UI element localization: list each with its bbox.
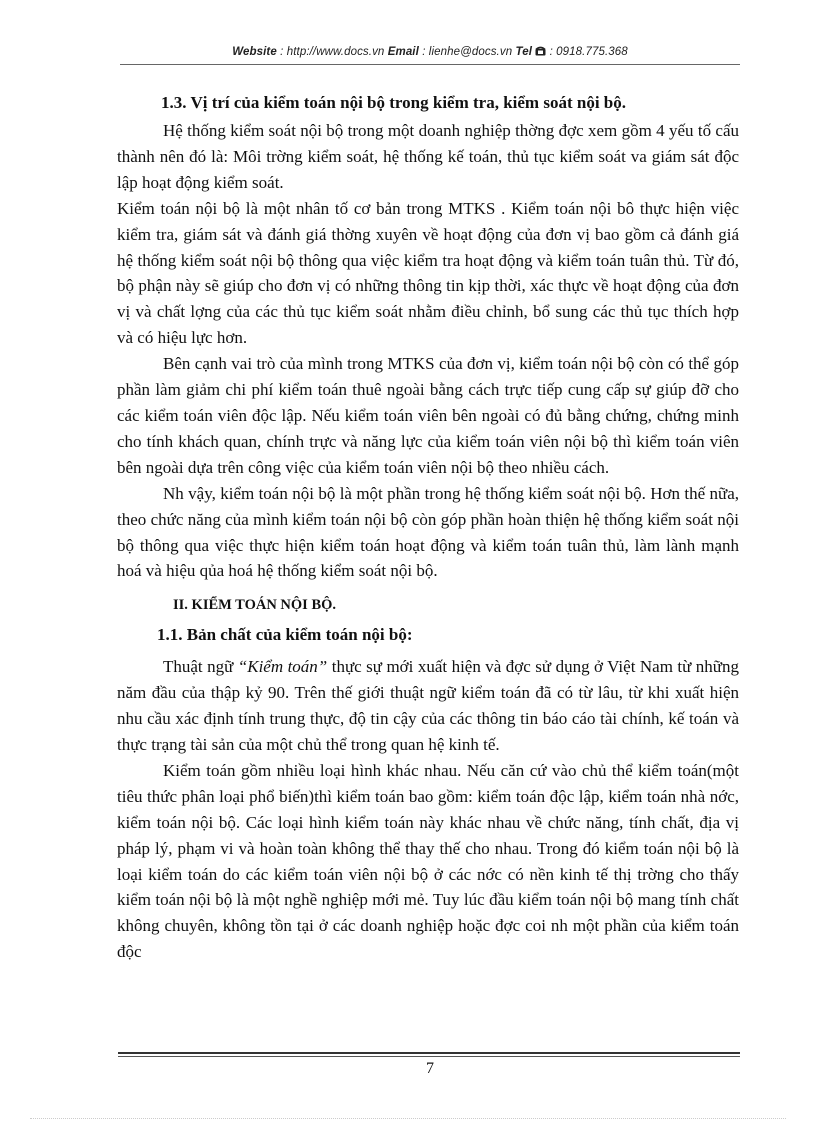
quoted-term: “Kiểm toán” — [237, 657, 328, 677]
paragraph-4: Nh vậy, kiểm toán nội bộ là một phần trong hệ thống kiểm soát nội bộ. Hơn thế nữa, theo chức năng của mình kiểm toán nội bộ còn góp phần hoàn thiện hệ thống kiểm soát nội bộ thông qua việc thực hiện kiểm toán hoạt động và kiểm toán tuân thủ, làm lành mạnh hoá và hiệu qủa hoá hệ thống kiểm soát nội bộ. — [117, 483, 739, 581]
phone-icon — [535, 46, 546, 59]
tel-label: Tel — [515, 46, 532, 58]
website-value[interactable]: : http://www.docs.vn — [276, 46, 388, 58]
footer-divider-thick — [118, 1052, 740, 1054]
section-ii-heading: II. KIỂM TOÁN NỘI BỘ. — [173, 597, 337, 614]
paragraph-5 — [117, 654, 739, 758]
email-value[interactable]: : lienhe@docs.vn — [418, 46, 516, 58]
section-1-3-heading: 1.3. Vị trí của kiểm toán nội bộ trong kiểm tra, kiểm soát nội bộ. — [161, 93, 626, 112]
page-number: 7 — [426, 1060, 434, 1077]
paragraph-1: Hệ thống kiểm soát nội bộ trong một doanh nghiệp thờng đợc xem gồm 4 yếu tố cấu thành nên đó là: Môi trờng kiểm soát, hệ thống kế toán, thủ tục kiểm soát va giám sát độc lập hoạt động kiểm soát. — [117, 121, 739, 192]
tel-value: : 0918.775.368 — [546, 46, 628, 58]
page-bottom-border — [30, 1118, 786, 1119]
paragraph-5-rest: thực sự mới xuất hiện và đợc sử dụng ở Việt Nam từ những năm đầu của thập kỷ 90. Trên thế giới thuật ngữ kiểm toán đã có từ lâu, từ khi xuất hiện nhu cầu xác định tính trung thực, độ tin cậy của các thông tin báo cáo tài chính, kế toán và thực trạng tài sản của một chủ thể trong quan hệ kinh tế. — [117, 657, 739, 755]
paragraph-3: Bên cạnh vai trò của mình trong MTKS của đơn vị, kiểm toán nội bộ còn có thể góp phần làm giảm chi phí kiểm toán thuê ngoài bằng cách trực tiếp cung cấp sự giúp đỡ cho các kiểm toán viên độc lập. Nếu kiểm toán viên bên ngoài có đủ bằng chứng, chứng minh cho tính khách quan, chính trực và năng lực của kiểm toán viên nội bộ thì kiểm toán viên bên ngoài dựa trên công việc của kiểm toán viên nội bộ theo nhiều cách. — [117, 354, 739, 477]
page-header — [120, 46, 740, 59]
paragraph-6: Kiểm toán gồm nhiều loại hình khác nhau. Nếu căn cứ vào chủ thể kiểm toán(một tiêu thức phân loại phổ biến)thì kiểm toán bao gồm: kiểm toán độc lập, kiểm toán nhà nớc, kiểm toán nội bộ. Các loại hình kiểm toán này khác nhau về chức năng, tính chất, địa vị pháp lý, phạm vi và hoàn toàn không thể thay thế cho nhau. Trong đó kiểm toán nội bộ là loại kiểm toán do các kiểm toán viên nội bộ ở các nớc có nền kinh tế thị trờng cho thấy kiểm toán nội bộ là một nghề nghiệp mới mẻ. Tuy lúc đầu kiểm toán nội bộ mang tính chất không chuyên, không tồn tại ở các doanh nghiệp hoặc đợc coi nh một phần của kiểm toán độc — [117, 760, 739, 962]
document-body — [117, 90, 739, 965]
website-label: Website — [232, 46, 277, 58]
header-divider — [120, 64, 740, 65]
footer-divider-thin — [118, 1056, 740, 1057]
section-1-1-heading: 1.1. Bản chất của kiểm toán nội bộ: — [157, 625, 413, 645]
paragraph-2: Kiểm toán nội bộ là một nhân tố cơ bản trong MTKS . Kiểm toán nội bô thực hiện việc kiểm tra, giám sát và đánh giá thờng xuyên về hoạt động của đơn vị bao gồm cả đánh giá hệ thống kiểm soát nội bộ thông qua việc kiểm tra hoạt động và kiểm toán tuân thủ. Từ đó, bộ phận này sẽ giúp cho đơn vị có những thông tin kịp thời, xác thực về hoạt động của đơn vị và chất lợng của các thủ tục kiểm soát nhằm điều chỉnh, bổ sung các thủ tục thích hợp và có hiệu lực hơn. — [117, 198, 739, 348]
email-label: Email — [387, 46, 419, 58]
paragraph-5-start: Thuật ngữ — [163, 657, 238, 677]
